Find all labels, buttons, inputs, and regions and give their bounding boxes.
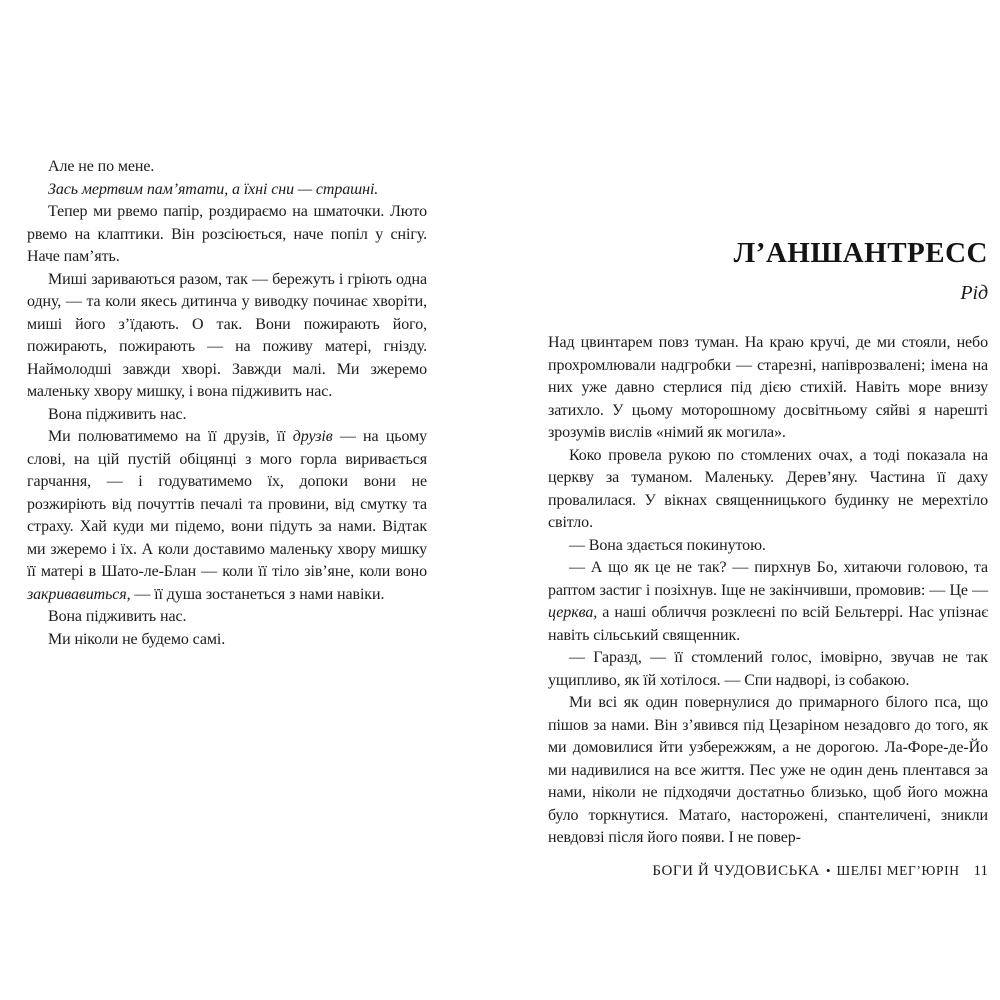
- paragraph-text: — її душа зостанеться з нами навіки.: [130, 585, 385, 603]
- paragraph-text: — на цьому слові, на цій пустій обіцянці з мого горла виривається гарчання, — і годуватимемо їх, допоки вони не розжиріють від почуттів печалі та провини, від смутку та страху. Хай куди ми підемо, вони підуть за нами. Відтак ми зжеремо і їх. А коли доставимо маленьку хвору мишку її матері в Шато-ле-Блан — коли її тіло зів’яне, коли воно: [27, 428, 427, 580]
- chapter-body: [548, 332, 988, 850]
- paragraph: [548, 557, 988, 647]
- paragraph-text-italic: церква,: [548, 604, 598, 621]
- paragraph: [27, 179, 427, 202]
- paragraph-text-italic: закривавиться,: [27, 585, 131, 603]
- footer-page-number: 11: [973, 863, 988, 879]
- running-footer: [548, 862, 988, 880]
- paragraph: [27, 156, 427, 179]
- paragraph-text: Ми всі як один повернулися до примарного білого пса, що пішов за нами. Він з’явився під Цезаріном незадовго до того, як ми домовилися йти узбережжям, а не дорогою. Ла-Форе-де-Йо ми надивилися на все життя. Пес уже не один день плентався за нами, ніколи не підходячи достатньо близько, щоб його можна було торкнутися. Матаґо, насторожені, спантеличені, зникли невдовзі після його появи. І не повер-: [548, 694, 988, 846]
- footer-book-title: БОГИ Й ЧУДОВИСЬКА: [652, 863, 820, 879]
- paragraph: [548, 445, 988, 535]
- paragraph: [27, 606, 427, 629]
- paragraph: [27, 426, 427, 606]
- chapter-subtitle: Рід: [960, 282, 988, 304]
- left-page-column: [27, 156, 427, 651]
- paragraph-text: Вона підживить нас.: [48, 405, 187, 423]
- paragraph-text: — Гаразд, — її стомлений голос, імовірно, звучав не так ущипливо, як їй хотілося. — Спи надворі, із собакою.: [548, 649, 988, 689]
- paragraph-text: Вона підживить нас.: [48, 608, 187, 625]
- footer-author-name: ШЕЛБІ МЕГ’ЮРІН: [836, 863, 960, 878]
- paragraph-text: Тепер ми рвемо папір, роздираємо на шматочки. Люто рвемо на клаптики. Він розсіюється, наче попіл у снігу. Наче пам’ять.: [27, 203, 427, 265]
- paragraph-text-italic: Зась мертвим пам’ятати, а їхні сни — страшні.: [48, 180, 379, 198]
- paragraph: [27, 201, 427, 269]
- paragraph-text-italic: друзів: [292, 428, 333, 445]
- paragraph: [27, 404, 427, 427]
- paragraph-text: а наші обличчя розклеєні по всій Бельтеррі. Нас упізнає навіть сільський священник.: [548, 604, 988, 644]
- footer-separator-dot: •: [825, 863, 831, 878]
- paragraph: [27, 629, 427, 652]
- paragraph: [548, 332, 988, 445]
- chapter-title: Л’АНШАНТРЕСС: [733, 237, 988, 269]
- paragraph: [548, 692, 988, 850]
- paragraph: [548, 647, 988, 692]
- right-page-column: [548, 238, 988, 850]
- paragraph-text: Миші зариваються разом, так — бережуть і гріють одна одну, — та коли якесь дитинча у виводку починає хворіти, миші його з’їдають. О так. Вони пожирають його, пожирають, пожирають — на поживу матері, гнізду. Наймолодші завжди хворі. Завжди малі. Ми зжеремо маленьку хвору мишку, і вона підживить нас.: [27, 270, 427, 400]
- paragraph-text: Ми ніколи не будемо самі.: [48, 630, 226, 648]
- paragraph-text: Але не по мене.: [48, 158, 155, 175]
- paragraph-text: — А що як це не так? — пирхнув Бо, хитаючи головою, та раптом застиг і позіхнув. Іще не закінчивши, промовив: — Це —: [548, 559, 988, 599]
- paragraph-text: Ми полюватимемо на її друзів, її: [48, 428, 293, 445]
- paragraph-text: Коко провела рукою по стомлених очах, а тоді показала на церкву за туманом. Маленьку. Дерев’яну. Частина її даху провалилася. У вікнах священницького будинку не мерехтіло світло.: [548, 446, 988, 531]
- paragraph: [548, 535, 988, 558]
- paragraph: [27, 269, 427, 404]
- paragraph-text: — Вона здається покинутою.: [569, 536, 766, 554]
- paragraph-text: Над цвинтарем повз туман. На краю кручі, де ми стояли, небо прохромлювали надгробки — старезні, напіврозвалені; імена на них уже давно стерлися під дією стихій. Навіть море внизу затихло. У цьому моторошному досвітньому сяйві я нарешті зрозумів вислів «німий як могила».: [548, 334, 988, 441]
